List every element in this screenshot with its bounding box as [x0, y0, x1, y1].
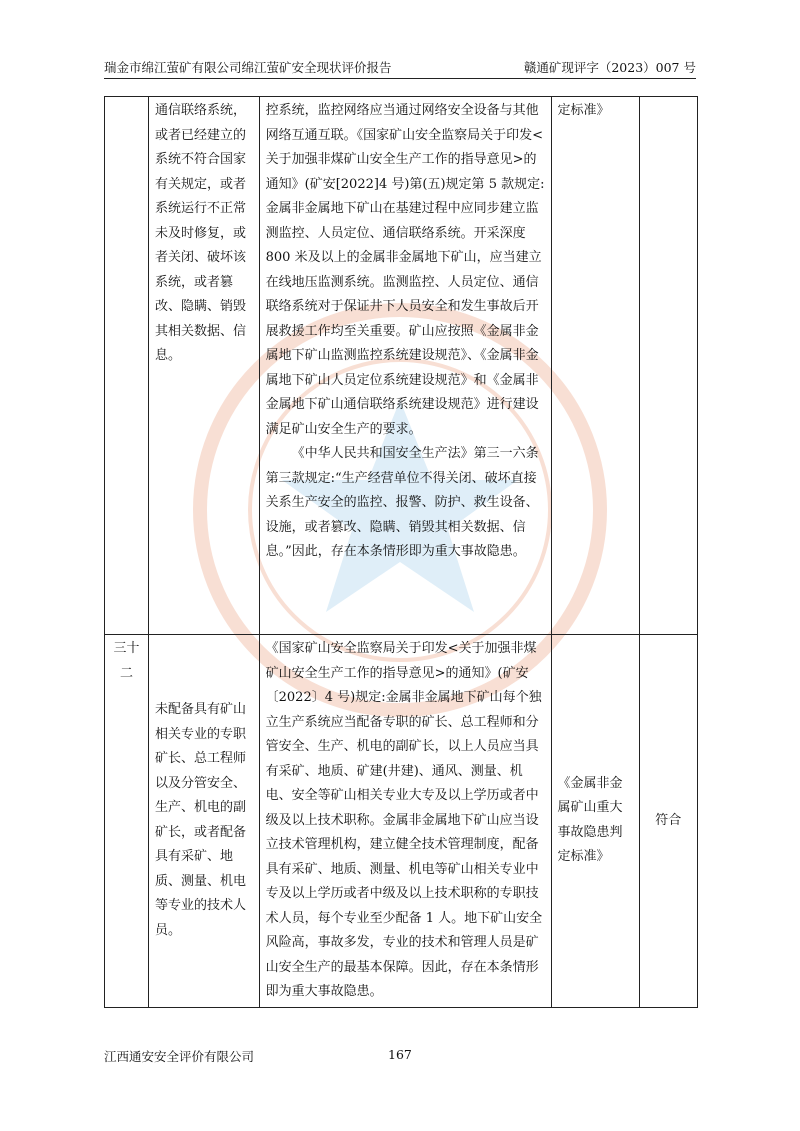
hazard-item-text: 通信联络系统，或者已经建立的系统不符合国家有关规定，或者系统运行不正常未及时修复，或者关闭、破坏该系统，或者篡改、隐瞒、销毁其相关数据、信息。 — [155, 103, 247, 363]
hazard-item-cell — [149, 97, 260, 635]
page-number: 167 — [388, 1047, 412, 1062]
standard-cell: 《金属非金属矿山重大事故隐患判定标准》 — [551, 635, 639, 1008]
hazard-item-cell — [149, 635, 260, 1008]
page-header — [104, 56, 696, 79]
row-number-cell: 三十二 — [105, 635, 149, 1008]
header-report-number: 赣通矿现评字（2023）007 号 — [523, 60, 696, 75]
basis-cell — [259, 635, 551, 1008]
table-row — [105, 97, 698, 635]
basis-paragraph: 控系统，监控网络应当通过网络安全设备与其他网络互通互联。《国家矿山安全监察局关于印发<关于加强非煤矿山安全生产工作的指导意见>的通知》(矿安[2022]4 号)第(五)规定第 5 款规定:金属非金属地下矿山在基建过程中应同步建立监测监控、人员定位、通信联络系统。开采深度 800 米及以上的金属非金属地下矿山，应当建立在线地压监测系统。监测监控、人员定位、通信联络系统对于保证井下人员安全和发生事故后开展救援工作均至关重要。矿山应按照《金属非金属地下矿山监测监控系统建设规范》、《金属非金属地下矿山人员定位系统建设规范》和《金属非金属地下矿山通信联络系统建设规范》进行建设满足矿山安全生产的要求。 — [265, 103, 545, 437]
result-cell: 符合 — [639, 635, 697, 1008]
result-cell — [639, 97, 697, 635]
hazard-assessment-table — [104, 96, 698, 1008]
hazard-item-text: 未配备具有矿山相关专业的专职矿长、总工程师以及分管安全、生产、机电的副矿长，或者配备具有采矿、地质、测量、机电等专业的技术人员。 — [155, 702, 247, 938]
standard-cell: 定标准》 — [551, 97, 639, 635]
basis-paragraph: 《中华人民共和国安全生产法》第三一六条第三款规定:“生产经营单位不得关闭、破坏直接关系生产安全的监控、报警、防护、救生设备、设施，或者篡改、隐瞒、销毁其相关数据、信息。”因此，存在本条情形即为重大事故隐患。 — [265, 446, 539, 559]
footer-company: 江西通安安全评价有限公司 — [104, 1049, 255, 1064]
row-number-cell — [105, 97, 149, 635]
table-row — [105, 635, 698, 1008]
header-report-title: 瑞金市绵江萤矿有限公司绵江萤矿安全现状评价报告 — [104, 60, 392, 75]
basis-cell — [259, 97, 551, 635]
basis-paragraph: 《国家矿山安全监察局关于印发<关于加强非煤矿山安全生产工作的指导意见>的通知》(矿安〔2022〕4 号)规定:金属非金属地下矿山每个独立生产系统应当配备专职的矿长、总工程师和分管安全、生产、机电的副矿长，以上人员应当具有采矿、地质、矿建(井建)、通风、测量、机电、安全等矿山相关专业大专及以上学历或者中级及以上技术职称。金属非金属地下矿山应当设立技术管理机构，建立健全技术管理制度，配备具有采矿、地质、测量、机电等矿山相关专业中专及以上学历或者中级及以上技术职称的专职技术人员，每个专业至少配备 1 人。地下矿山安全风险高，事故多发，专业的技术和管理人员是矿山安全生产的最基本保障。因此，存在本条情形即为重大事故隐患。 — [265, 641, 543, 999]
